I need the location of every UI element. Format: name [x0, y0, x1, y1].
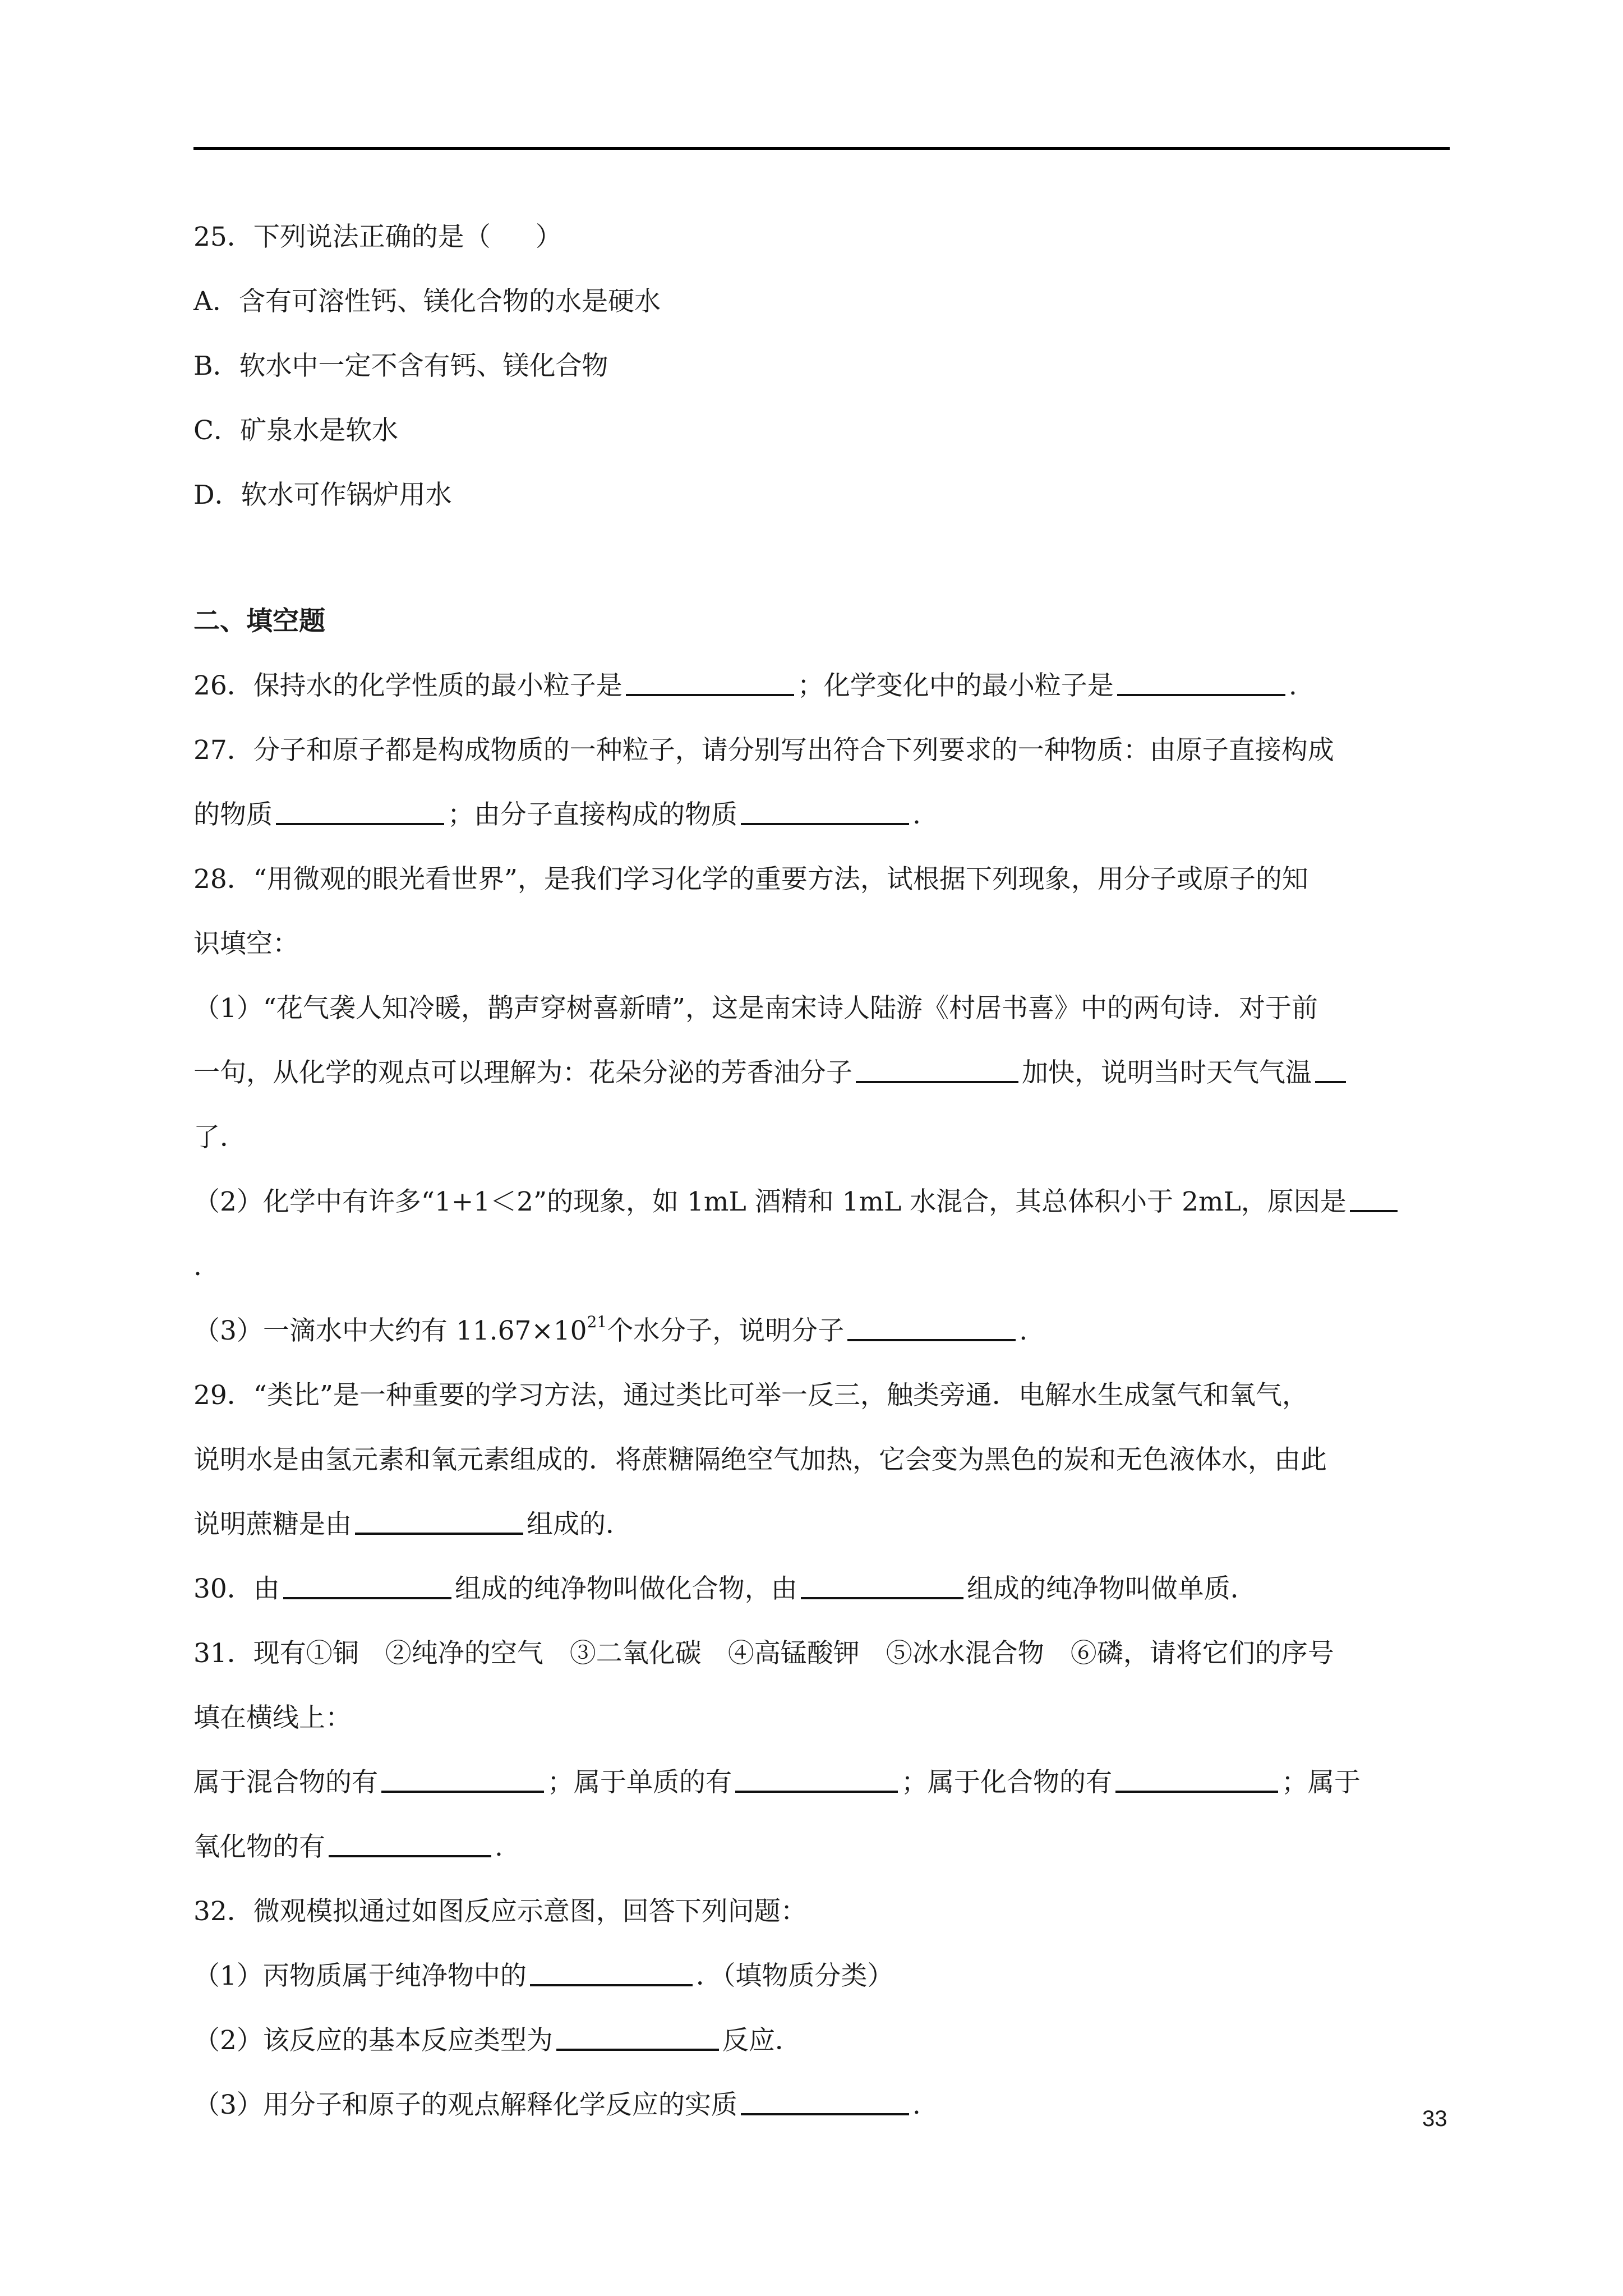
question-32-part2: （2）该反应的基本反应类型为 反应．	[193, 2008, 1450, 2073]
answer-blank[interactable]	[1315, 1055, 1346, 1083]
answer-blank[interactable]	[530, 1958, 693, 1986]
question-27-line2: 的物质 ；由分子直接构成的物质 .	[193, 783, 1450, 847]
option-a: A．含有可溶性钙、镁化合物的水是硬水	[193, 286, 661, 317]
question-27-line1: 27．分子和原子都是构成物质的一种粒子，请分别写出符合下列要求的一种物质：由原子直接构成	[193, 735, 1334, 766]
question-26: 26．保持水的化学性质的最小粒子是 ；化学变化中的最小粒子是 .	[193, 654, 1450, 718]
question-28-line1: 28．“用微观的眼光看世界”，是我们学习化学的重要方法，试根据下列现象，用分子或原子的知	[193, 864, 1308, 895]
question-28-part2-line1: （2）化学中有许多“1+1＜2”的现象，如 1mL 酒精和 1mL 水混合，其总体积小于 2mL，原因是	[193, 1170, 1450, 1234]
question-28-part2-line2: .	[193, 1251, 202, 1282]
answer-blank[interactable]	[741, 797, 909, 825]
question-31-line3: 属于混合物的有 ；属于单质的有 ；属于化合物的有 ；属于	[193, 1750, 1450, 1815]
section-heading: 二、填空题	[193, 606, 325, 637]
answer-blank[interactable]	[381, 1765, 544, 1793]
answer-blank[interactable]	[741, 2087, 909, 2115]
answer-blank[interactable]	[801, 1571, 963, 1599]
answer-blank[interactable]	[355, 1507, 523, 1535]
page-number: 33	[1422, 2106, 1447, 2131]
answer-blank[interactable]	[847, 1313, 1016, 1341]
answer-blank[interactable]	[1350, 1184, 1398, 1212]
answer-blank[interactable]	[626, 668, 794, 696]
question-29-line1: 29．“类比”是一种重要的学习方法，通过类比可举一反三，触类旁通．电解水生成氢气和氧气，	[193, 1380, 1308, 1411]
question-32-stem: 32．微观模拟通过如图反应示意图，回答下列问题：	[193, 1896, 807, 1927]
question-25-stem: 25．下列说法正确的是（ ）	[193, 222, 562, 252]
question-28-part1-line1: （1）“花气袭人知冷暖，鹊声穿树喜新晴”，这是南宋诗人陆游《村居书喜》中的两句诗．对于前	[193, 993, 1318, 1024]
question-31-line2: 填在横线上：	[193, 1703, 352, 1733]
question-29-line2: 说明水是由氢元素和氧元素组成的．将蔗糖隔绝空气加热，它会变为黑色的炭和无色液体水，由此	[193, 1444, 1327, 1475]
answer-blank[interactable]	[556, 2023, 719, 2051]
question-32-part3: （3）用分子和原子的观点解释化学反应的实质 .	[193, 2073, 1450, 2137]
question-28-part1-line2: 一句，从化学的观点可以理解为：花朵分泌的芳香油分子 加快，说明当时天气气温	[193, 1041, 1450, 1105]
question-32-part1: （1）丙物质属于纯净物中的 ．（填物质分类）	[193, 1944, 1450, 2008]
answer-blank[interactable]	[276, 797, 444, 825]
page-content	[193, 205, 1450, 2137]
answer-blank[interactable]	[1115, 1765, 1278, 1793]
answer-blank[interactable]	[283, 1571, 451, 1599]
question-29-line3: 说明蔗糖是由 组成的．	[193, 1492, 1450, 1557]
question-31-line1: 31．现有①铜 ②纯净的空气 ③二氧化碳 ④高锰酸钾 ⑤冰水混合物 ⑥磷，请将它们的序号	[193, 1638, 1334, 1669]
answer-blank[interactable]	[735, 1765, 898, 1793]
option-c: C．矿泉水是软水	[193, 415, 398, 446]
answer-blank[interactable]	[1117, 668, 1285, 696]
question-28-line2: 识填空：	[193, 928, 299, 959]
question-28-part3: （3）一滴水中大约有 $11.67\times 10^{21}$个水分子，说明分子 .	[193, 1313, 1028, 1346]
answer-blank[interactable]	[329, 1829, 491, 1857]
question-31-line4: 氧化物的有 .	[193, 1815, 1450, 1879]
header-rule	[193, 147, 1450, 150]
option-d: D．软水可作锅炉用水	[193, 480, 452, 510]
answer-blank[interactable]	[856, 1055, 1018, 1083]
option-b: B．软水中一定不含有钙、镁化合物	[193, 351, 608, 381]
question-30: 30．由 组成的纯净物叫做化合物，由 组成的纯净物叫做单质．	[193, 1557, 1450, 1621]
question-28-part1-line3: 了．	[193, 1122, 246, 1153]
